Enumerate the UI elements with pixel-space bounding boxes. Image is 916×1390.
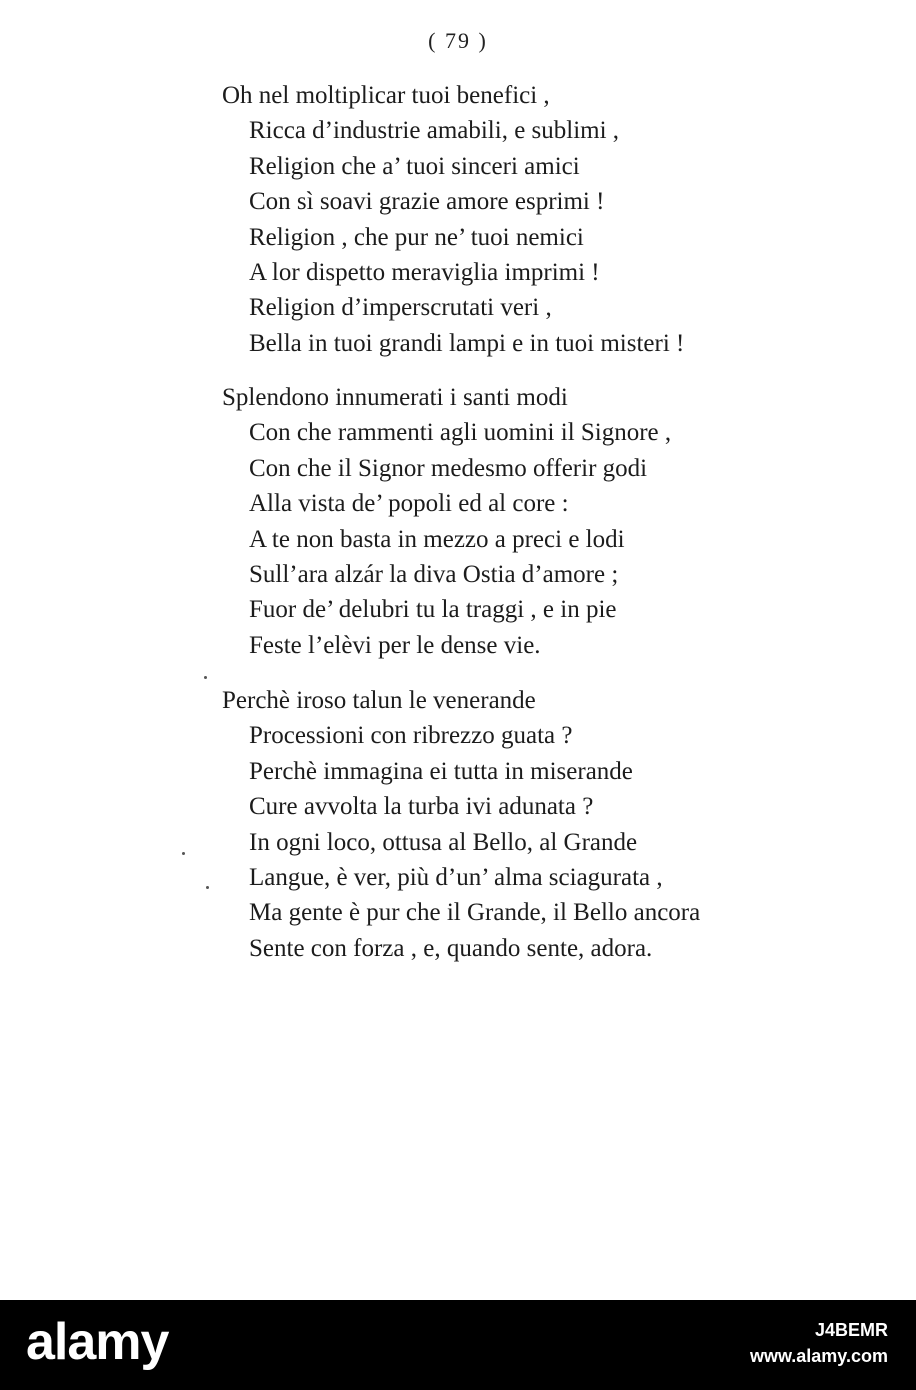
verse-line: Religion , che pur ne’ tuoi nemici [249, 223, 584, 251]
stanza-3 [222, 683, 862, 966]
verse-line: Perchè iroso talun le venerande [222, 687, 536, 714]
verse-line: A lor dispetto meraviglia imprimi ! [249, 258, 600, 286]
verse-line: Oh nel moltiplicar tuoi benefici , [222, 82, 550, 109]
verse-line: Cure avvolta la turba ivi adunata ? [249, 793, 594, 821]
verse-line: In ogni loco, ottusa al Bello, al Grande [249, 828, 638, 856]
ink-speck [182, 852, 185, 855]
stanza-2 [222, 380, 862, 663]
watermark-logo: alamy [26, 1313, 169, 1371]
verse-line: Alla vista de’ popoli ed al core : [249, 490, 569, 518]
verse-line: Religion che a’ tuoi sinceri amici [249, 152, 580, 180]
verse-line: Sull’ara alzár la diva Ostia d’amore ; [249, 560, 619, 588]
verse-line: Ricca d’industrie amabili, e sublimi , [249, 117, 620, 145]
watermark-url: www.alamy.com [749, 1346, 888, 1366]
verse-line: Splendono innumerati i santi modi [222, 384, 568, 411]
verse-line: Fuor de’ delubri tu la traggi , e in pie [249, 596, 617, 624]
verse-line: Con che il Signor medesmo offerir godi [249, 454, 648, 482]
verse-line: Ma gente è pur che il Grande, il Bello ancora [249, 899, 701, 927]
verse-line: Religion d’imperscrutati veri , [249, 294, 552, 322]
verse-line: A te non basta in mezzo a preci e lodi [249, 525, 625, 553]
ink-speck [204, 676, 207, 679]
page-number: ( 79 ) [428, 28, 488, 53]
verse-line: Sente con forza , e, quando sente, adora. [249, 934, 653, 962]
verse-line: Langue, è ver, più d’un’ alma sciagurata , [249, 863, 663, 891]
verse-line: Con che rammenti agli uomini il Signore , [249, 419, 672, 447]
verse-line: Processioni con ribrezzo guata ? [249, 722, 573, 750]
verse-line: Perchè immagina ei tutta in miserande [249, 757, 633, 785]
verse-line: Con sì soavi grazie amore esprimi ! [249, 188, 605, 216]
stanza-1 [222, 78, 862, 361]
watermark-image-id: J4BEMR [814, 1320, 888, 1340]
ink-speck [206, 886, 209, 889]
verse-line: Bella in tuoi grandi lampi e in tuoi misteri ! [249, 329, 685, 357]
verse-line: Feste l’elèvi per le dense vie. [249, 631, 541, 659]
